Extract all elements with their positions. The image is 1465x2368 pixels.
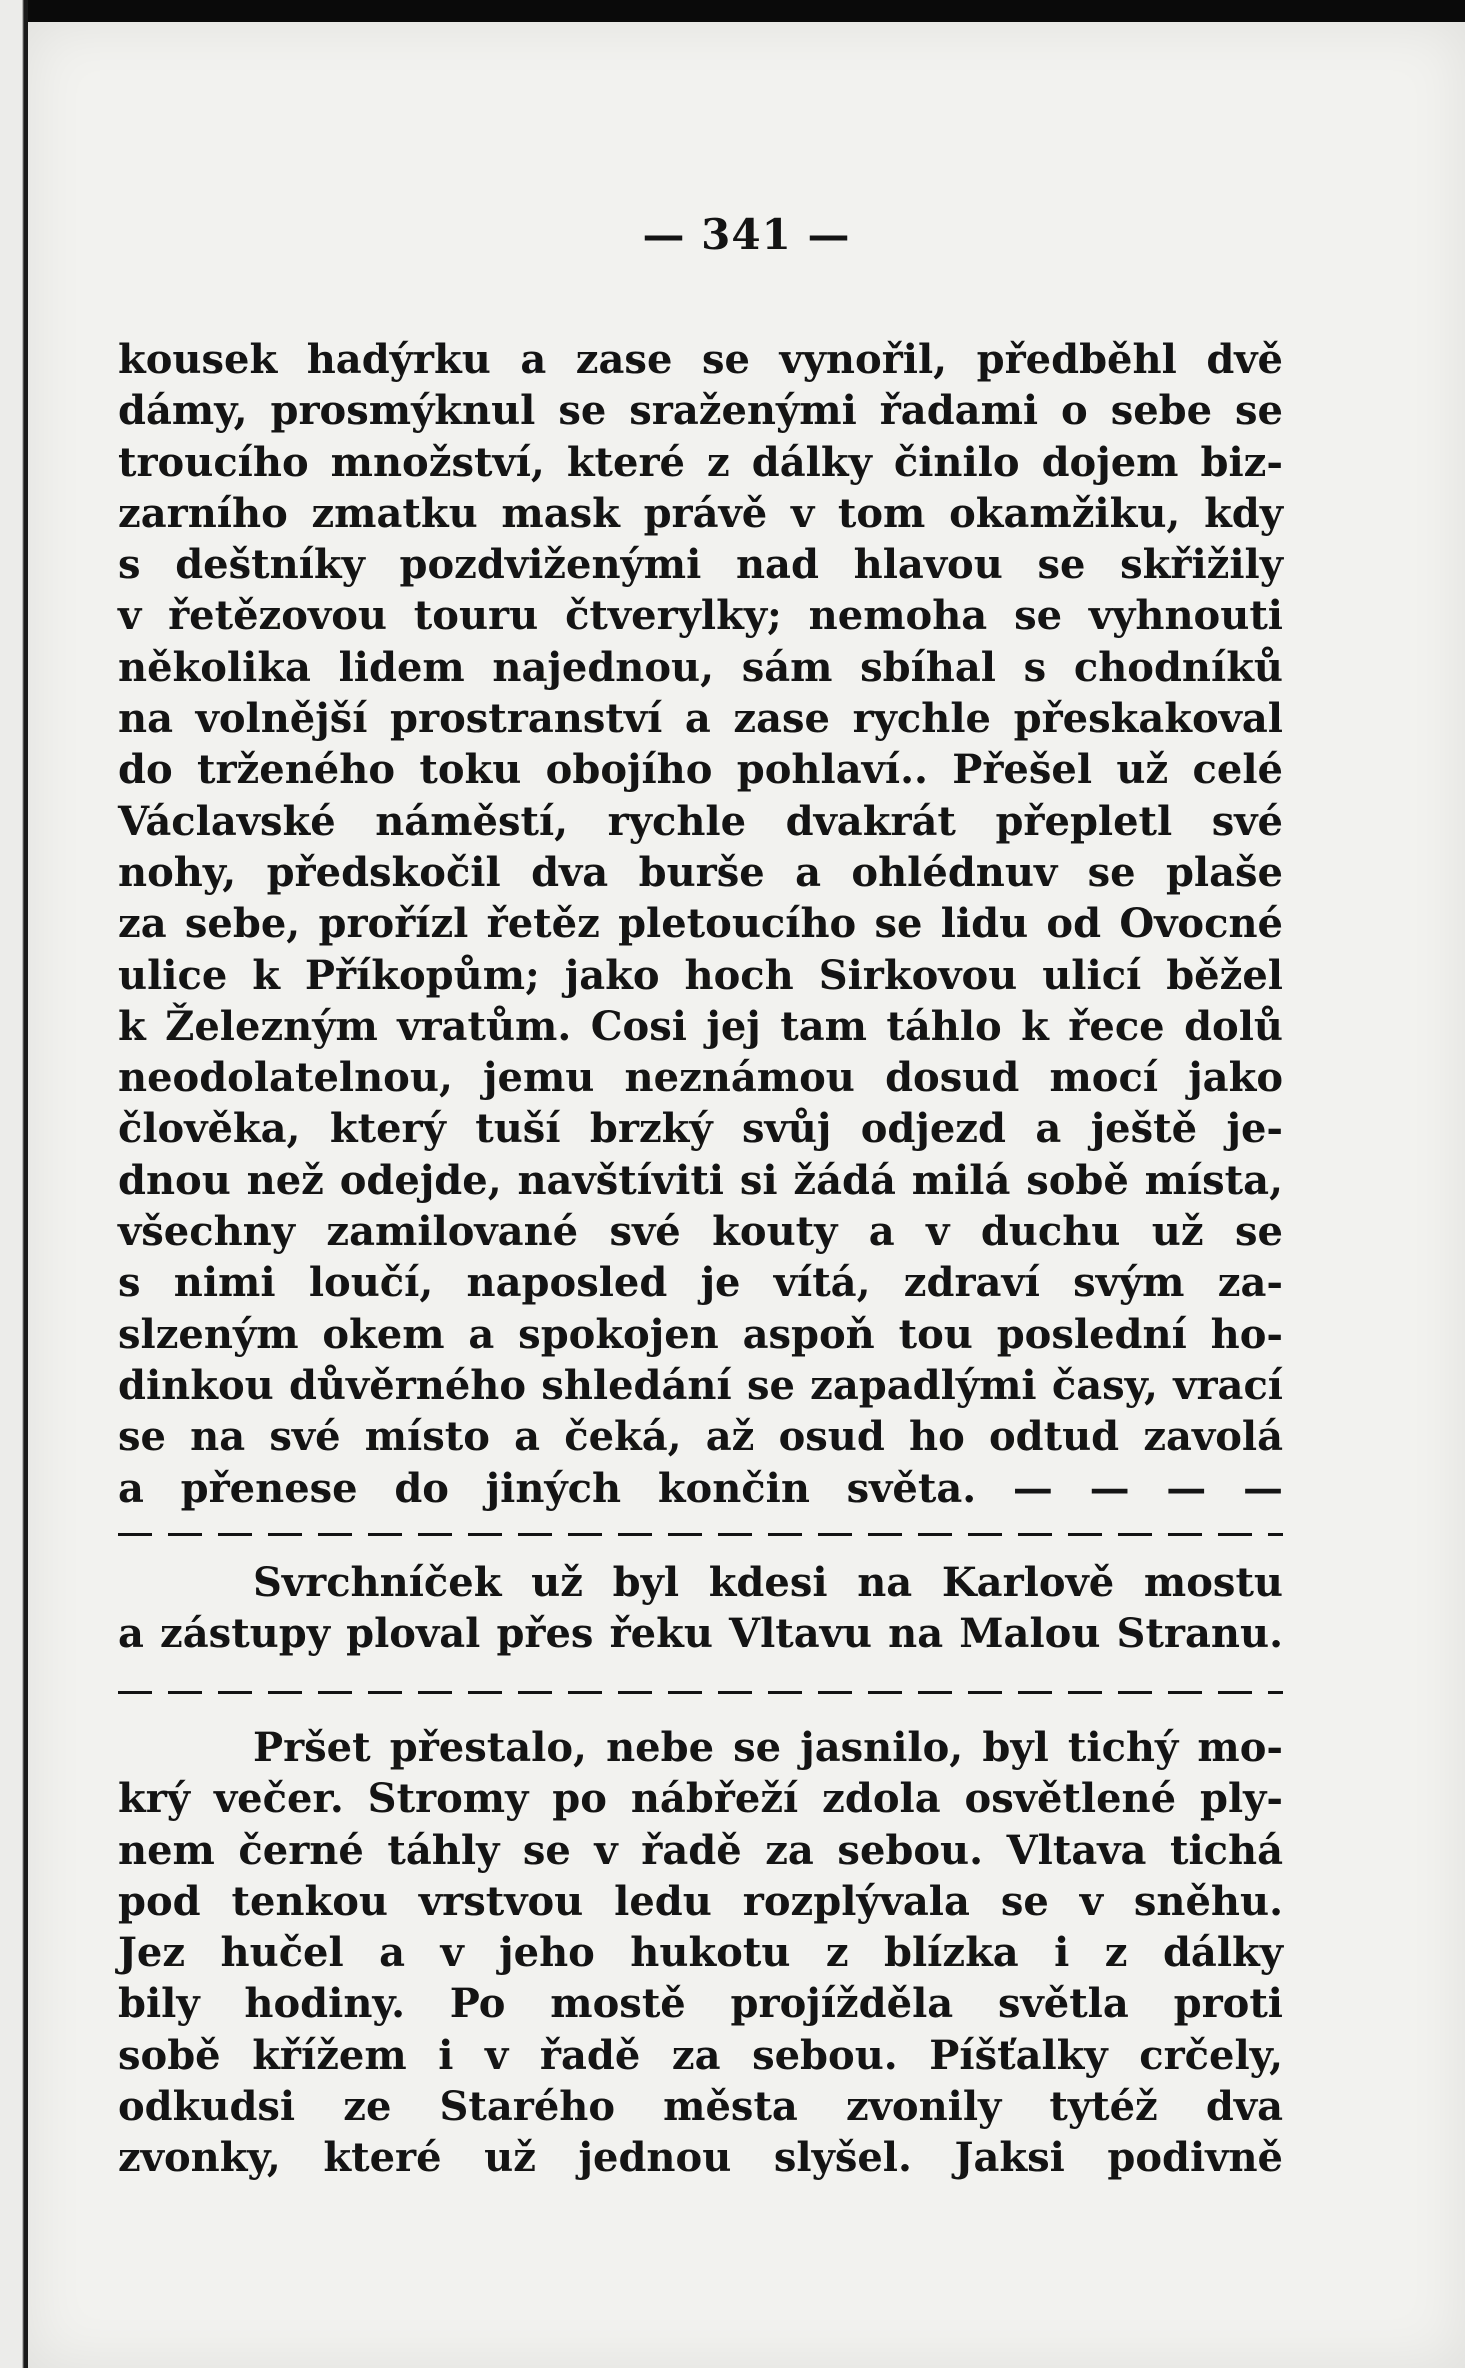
text-line: v řetězovou touru čtverylky; nemoha se vyhnouti: [118, 592, 1283, 640]
text-line: a přenese do jiných končin světa. — — — —: [118, 1464, 1283, 1512]
text-line: nem černé táhly se v řadě za sebou. Vltava tichá: [118, 1826, 1283, 1874]
text-line: všechny zamilované své kouty a v duchu už se: [118, 1208, 1283, 1256]
paragraph-3: [118, 1722, 1283, 2184]
text-line: ulice k Příkopům; jako hoch Sirkovou ulicí běžel: [118, 951, 1283, 999]
text-line: nohy, předskočil dva burše a ohlédnuv se plaše: [118, 848, 1283, 896]
text-line: na volnější prostranství a zase rychle přeskakoval: [118, 695, 1283, 743]
book-page: [28, 22, 1465, 2368]
text-line: člověka, který tuší brzký svůj odjezd a ještě je-: [118, 1105, 1283, 1153]
text-line: neodolatelnou, jemu neznámou dosud mocí jako: [118, 1054, 1283, 1102]
text-line: dinkou důvěrného shledání se zapadlými časy, vrací: [118, 1361, 1283, 1409]
text-line: za sebe, prořízl řetěz pletoucího se lidu od Ovocné: [118, 900, 1283, 948]
text-line: sobě křížem i v řadě za sebou. Píšťalky crčely,: [118, 2031, 1283, 2079]
text-line: s deštníky pozdviženými nad hlavou se skřižily: [118, 541, 1283, 589]
text-line: k Železným vratům. Cosi jej tam táhlo k řece dolů: [118, 1002, 1283, 1050]
scan-left-edge: [0, 0, 28, 2368]
text-line: několika lidem najednou, sám sbíhal s chodníků: [118, 643, 1283, 691]
text-line: s nimi loučí, naposled je vítá, zdraví svým za-: [118, 1259, 1283, 1307]
text-line: Pršet přestalo, nebe se jasnilo, byl tichý mo-: [253, 1724, 1283, 1771]
text-line: a zástupy ploval přes řeku Vltavu na Malou Stranu.: [118, 1610, 1283, 1658]
text-line: pod tenkou vrstvou ledu rozplývala se v sněhu.: [118, 1877, 1283, 1925]
text-line: slzeným okem a spokojen aspoň tou poslední ho-: [118, 1310, 1283, 1358]
text-line: krý večer. Stromy po nábřeží zdola osvětlené ply-: [118, 1775, 1283, 1823]
paragraph-1: [118, 334, 1283, 1514]
text-line: Jez hučel a v jeho hukotu z blízka i z dálky: [118, 1929, 1283, 1977]
text-line: Svrchníček už byl kdesi na Karlově mostu: [253, 1559, 1283, 1606]
text-line: zarního zmatku mask právě v tom okamžiku, kdy: [118, 489, 1283, 537]
section-separator: [118, 1519, 1283, 1549]
text-line: do trženého toku obojího pohlaví.. Přešel už celé: [118, 746, 1283, 794]
text-line: bily hodiny. Po mostě projížděla světla proti: [118, 1980, 1283, 2028]
text-line: dámy, prosmýknul se sraženými řadami o sebe se: [118, 387, 1283, 435]
scan-top-edge: [0, 0, 1465, 22]
text-line: zvonky, které už jednou slyšel. Jaksi podivně: [118, 2134, 1283, 2182]
text-line: kousek hadýrku a zase se vynořil, předběhl dvě: [118, 336, 1283, 383]
paragraph-2: [118, 1557, 1283, 1660]
section-separator: [118, 1677, 1283, 1707]
text-line: Václavské náměstí, rychle dvakrát přepletl své: [118, 797, 1283, 845]
page-number: — 341 —: [642, 210, 851, 259]
text-line: troucího množství, které z dálky činilo dojem biz-: [118, 438, 1283, 486]
text-line: dnou než odejde, navštíviti si žádá milá sobě místa,: [118, 1156, 1283, 1204]
text-line: se na své místo a čeká, až osud ho odtud zavolá: [118, 1413, 1283, 1461]
text-line: odkudsi ze Starého města zvonily tytéž dva: [118, 2083, 1283, 2131]
